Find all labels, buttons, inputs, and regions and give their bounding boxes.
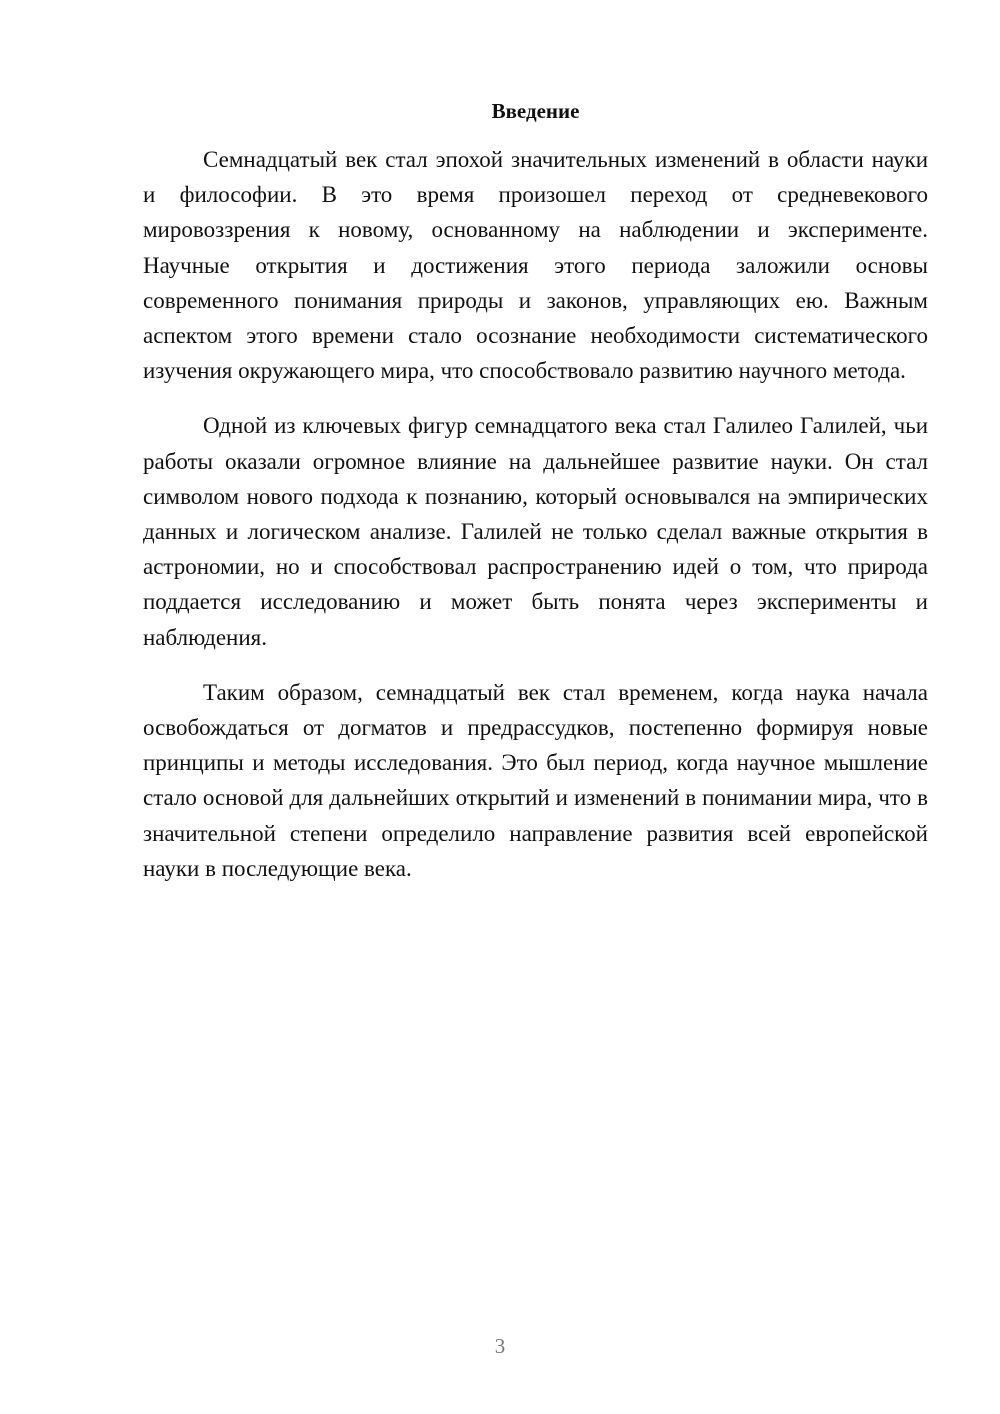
paragraph-1: Семнадцатый век стал эпохой значительных изменений в области науки и философии. В это время произошел переход от средневекового мировоззрения к новому, основанному на наблюдении и эксперименте. Научные открытия и достижения этого периода заложили основы современного понимания природы и законов, управляющих ею. Важным аспектом этого времени стало осознание необходимости систематического изучения окружающего мира, что способствовало развитию научного метода. [143, 147, 928, 384]
body-text [143, 142, 928, 906]
paragraph-2: Одной из ключевых фигур семнадцатого века стал Галилео Галилей, чьи работы оказали огромное влияние на дальнейшее развитие науки. Он стал символом нового подхода к познанию, который основывался на эмпирических данных и логическом анализе. Галилей не только сделал важные открытия в астрономии, но и способствовал распространению идей о том, что природа поддается исследованию и может быть понята через эксперименты и наблюдения. [143, 413, 928, 650]
paragraph-3: Таким образом, семнадцатый век стал временем, когда наука начала освобождаться от догматов и предрассудков, постепенно формируя новые принципы и методы исследования. Это был период, когда научное мышление стало основой для дальнейших открытий и изменений в понимании мира, что в значительной степени определило направление развития всей европейской науки в последующие века. [143, 679, 928, 881]
section-title: Введение [491, 99, 580, 123]
page-number: 3 [494, 1334, 506, 1358]
